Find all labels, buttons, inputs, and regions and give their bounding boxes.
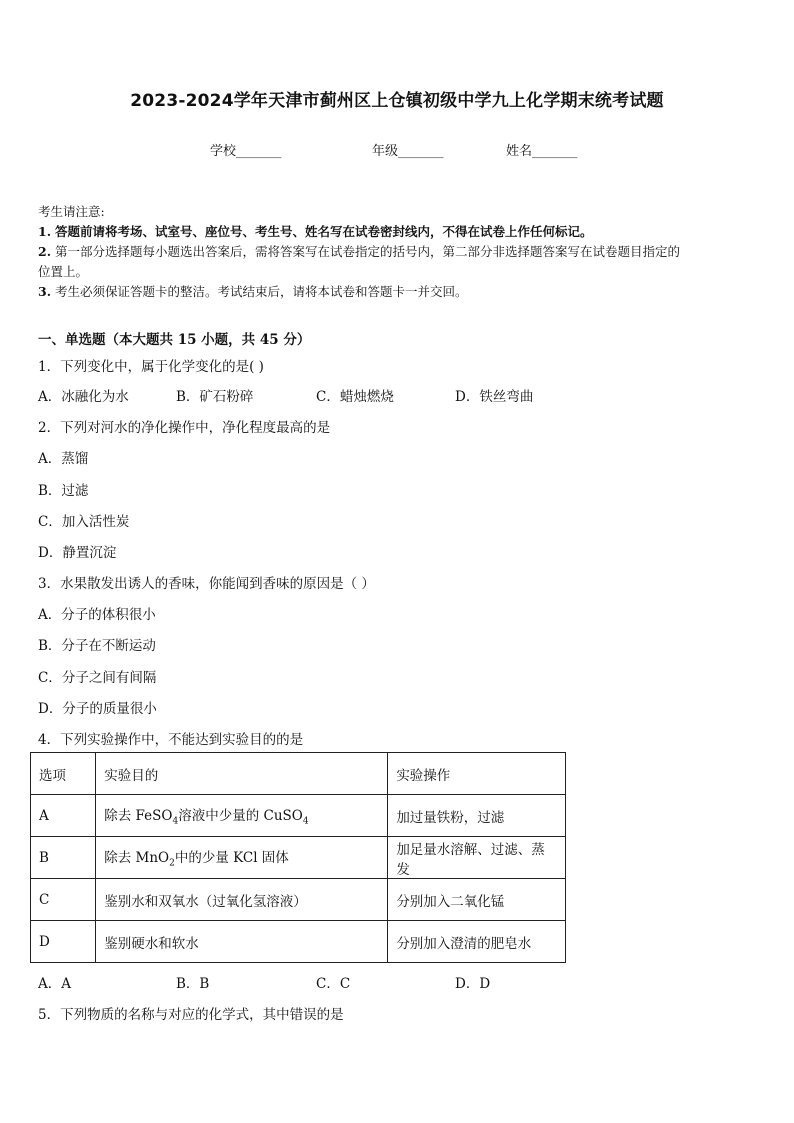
page-title: 2023-2024学年天津市蓟州区上仓镇初级中学九上化学期末统考试题 xyxy=(130,91,664,111)
answer-option: A．蒸馏 xyxy=(38,451,89,467)
answer-option: C．加入活性炭 xyxy=(38,514,130,530)
table-cell-purpose: 除去 FeSO$_4$溶液中少量的 CuSO$_4$ xyxy=(96,795,388,837)
answer-option: C．C xyxy=(316,976,351,992)
table-row xyxy=(31,879,566,921)
experiment-table xyxy=(30,752,566,963)
table-header-cell: 选项 xyxy=(31,753,96,795)
notice-item: 1. 答题前请将考场、试室号、座位号、考生号、姓名写在试卷密封线内，不得在试卷上作任何标记。 xyxy=(38,224,593,239)
section-heading: 一、单选题（本大题共 15 小题，共 45 分） xyxy=(38,332,311,348)
table-cell-option: A xyxy=(31,795,96,837)
table-header-row xyxy=(31,753,566,795)
answer-option: D．分子的质量很小 xyxy=(38,701,157,717)
answer-option: A．A xyxy=(38,976,71,992)
answer-option: B．矿石粉碎 xyxy=(176,389,254,405)
table-cell-purpose: 除去 MnO$_2$中的少量 KCl 固体 xyxy=(96,837,388,879)
question-stem: 2．下列对河水的净化操作中，净化程度最高的是 xyxy=(38,420,331,436)
table-cell-option: C xyxy=(31,879,96,921)
answer-option: C．蜡烛燃烧 xyxy=(316,389,394,405)
answer-option: A．分子的体积很小 xyxy=(38,607,156,623)
table-row xyxy=(31,795,566,837)
school-field: 学校_______ xyxy=(210,144,282,159)
notice-item: 3. 考生必须保证答题卡的整洁。考试结束后，请将本试卷和答题卡一并交回。 xyxy=(38,284,468,299)
table-cell-operation: 加足量水溶解、过滤、蒸发 xyxy=(388,837,566,879)
answer-option: D．静置沉淀 xyxy=(38,545,117,561)
notice-item: 2. 第一部分选择题每小题选出答案后，需将答案写在试卷指定的括号内，第二部分非选择题答案写在试卷题目指定的 xyxy=(38,244,681,259)
notice-heading: 考生请注意: xyxy=(38,204,105,219)
answer-option: B．过滤 xyxy=(38,483,89,499)
table-cell-option: B xyxy=(31,837,96,879)
answer-option: D．铁丝弯曲 xyxy=(455,389,534,405)
answer-option: B．分子在不断运动 xyxy=(38,638,156,654)
table-cell-purpose: 鉴别水和双氧水（过氧化氢溶液） xyxy=(96,879,388,921)
answer-option: A．冰融化为水 xyxy=(38,389,129,405)
table-row xyxy=(31,921,566,963)
answer-option: C．分子之间有间隔 xyxy=(38,670,157,686)
answer-option: B．B xyxy=(176,976,210,992)
notice-item: 位置上。 xyxy=(38,264,89,279)
table-cell-purpose: 鉴别硬水和软水 xyxy=(96,921,388,963)
question-stem: 5．下列物质的名称与对应的化学式，其中错误的是 xyxy=(38,1007,344,1023)
table-cell-operation: 分别加入二氧化锰 xyxy=(388,879,566,921)
table-row xyxy=(31,837,566,879)
table-cell-operation: 加过量铁粉，过滤 xyxy=(388,795,566,837)
table-header-cell: 实验操作 xyxy=(388,753,566,795)
question-stem: 3．水果散发出诱人的香味，你能闻到香味的原因是（ ） xyxy=(38,576,375,592)
name-field: 姓名_______ xyxy=(506,144,578,159)
table-cell-option: D xyxy=(31,921,96,963)
exam-notice xyxy=(38,202,768,302)
answer-option: D．D xyxy=(455,976,491,992)
table-header-cell: 实验目的 xyxy=(96,753,388,795)
table-cell-operation: 分别加入澄清的肥皂水 xyxy=(388,921,566,963)
question-stem: 1．下列变化中，属于化学变化的是( ) xyxy=(38,359,264,375)
grade-field: 年级_______ xyxy=(372,144,444,159)
question-stem: 4．下列实验操作中，不能达到实验目的的是 xyxy=(38,732,304,748)
